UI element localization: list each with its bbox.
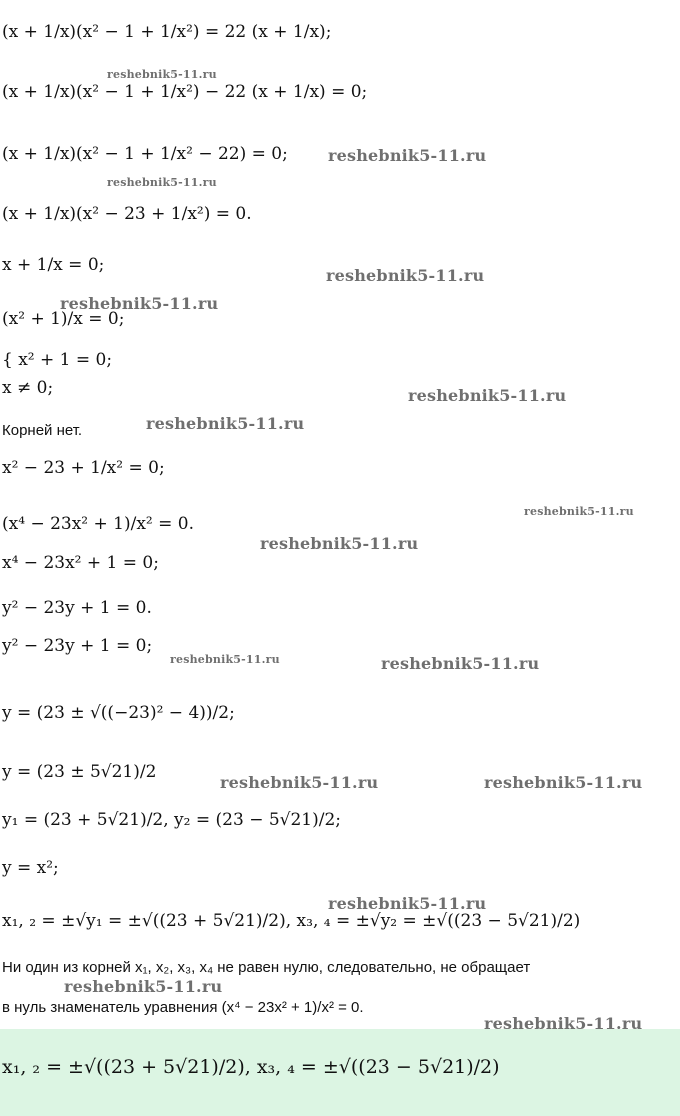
watermark: reshebnik5-11.ru <box>326 266 485 285</box>
conclusion-line-2: в нуль знаменатель уравнения (x⁴ − 23x² + 1)/x² = 0. <box>2 999 364 1016</box>
equation-line-16: x₁, ₂ = ±√y₁ = ±√((23 + 5√21)/2), x₃, ₄ = ±√y₂ = ±√((23 − 5√21)/2) <box>2 911 581 931</box>
watermark: reshebnik5-11.ru <box>260 534 419 553</box>
watermark: reshebnik5-11.ru <box>146 414 305 433</box>
equation-line-1: (x + 1/x)(x² − 1 + 1/x²) = 22 (x + 1/x); <box>2 22 332 42</box>
watermark: reshebnik5-11.ru <box>64 977 223 996</box>
equation-line-4: (x + 1/x)(x² − 23 + 1/x²) = 0. <box>2 204 252 224</box>
equation-line-11: y² − 23y + 1 = 0; <box>2 636 153 656</box>
equation-line-10: y² − 23y + 1 = 0. <box>2 598 152 618</box>
watermark: reshebnik5-11.ru <box>484 1014 643 1033</box>
watermark: reshebnik5-11.ru <box>107 176 217 189</box>
no-roots-text: Корней нет. <box>2 422 83 439</box>
watermark: reshebnik5-11.ru <box>524 505 634 518</box>
system-line-1: { x² + 1 = 0; <box>2 350 113 370</box>
watermark: reshebnik5-11.ru <box>170 653 280 666</box>
watermark: reshebnik5-11.ru <box>408 386 567 405</box>
equation-line-9: x⁴ − 23x² + 1 = 0; <box>2 553 159 573</box>
equation-line-8: (x⁴ − 23x² + 1)/x² = 0. <box>2 514 195 534</box>
equation-line-6: (x² + 1)/x = 0; <box>2 309 125 329</box>
watermark: reshebnik5-11.ru <box>381 654 540 673</box>
equation-line-14: y₁ = (23 + 5√21)/2, y₂ = (23 − 5√21)/2; <box>2 810 342 830</box>
watermark: reshebnik5-11.ru <box>328 146 487 165</box>
answer-text: x₁, ₂ = ±√((23 + 5√21)/2), x₃, ₄ = ±√((23 − 5√21)/2) <box>2 1056 500 1078</box>
equation-line-12: y = (23 ± √((−23)² − 4))/2; <box>2 703 235 723</box>
equation-line-3: (x + 1/x)(x² − 1 + 1/x² − 22) = 0; <box>2 144 288 164</box>
watermark: reshebnik5-11.ru <box>60 294 219 313</box>
watermark: reshebnik5-11.ru <box>484 773 643 792</box>
equation-line-2: (x + 1/x)(x² − 1 + 1/x²) − 22 (x + 1/x) = 0; <box>2 82 368 102</box>
equation-line-7: x² − 23 + 1/x² = 0; <box>2 458 165 478</box>
system-line-2: x ≠ 0; <box>2 378 54 398</box>
watermark: reshebnik5-11.ru <box>328 894 487 913</box>
watermark: reshebnik5-11.ru <box>107 68 217 81</box>
equation-line-5: x + 1/x = 0; <box>2 255 105 275</box>
watermark: reshebnik5-11.ru <box>220 773 379 792</box>
equation-line-13: y = (23 ± 5√21)/2 <box>2 762 157 782</box>
conclusion-line-1: Ни один из корней x₁, x₂, x₃, x₄ не равен нулю, следовательно, не обращает <box>2 959 531 976</box>
equation-line-15: y = x²; <box>2 858 59 878</box>
